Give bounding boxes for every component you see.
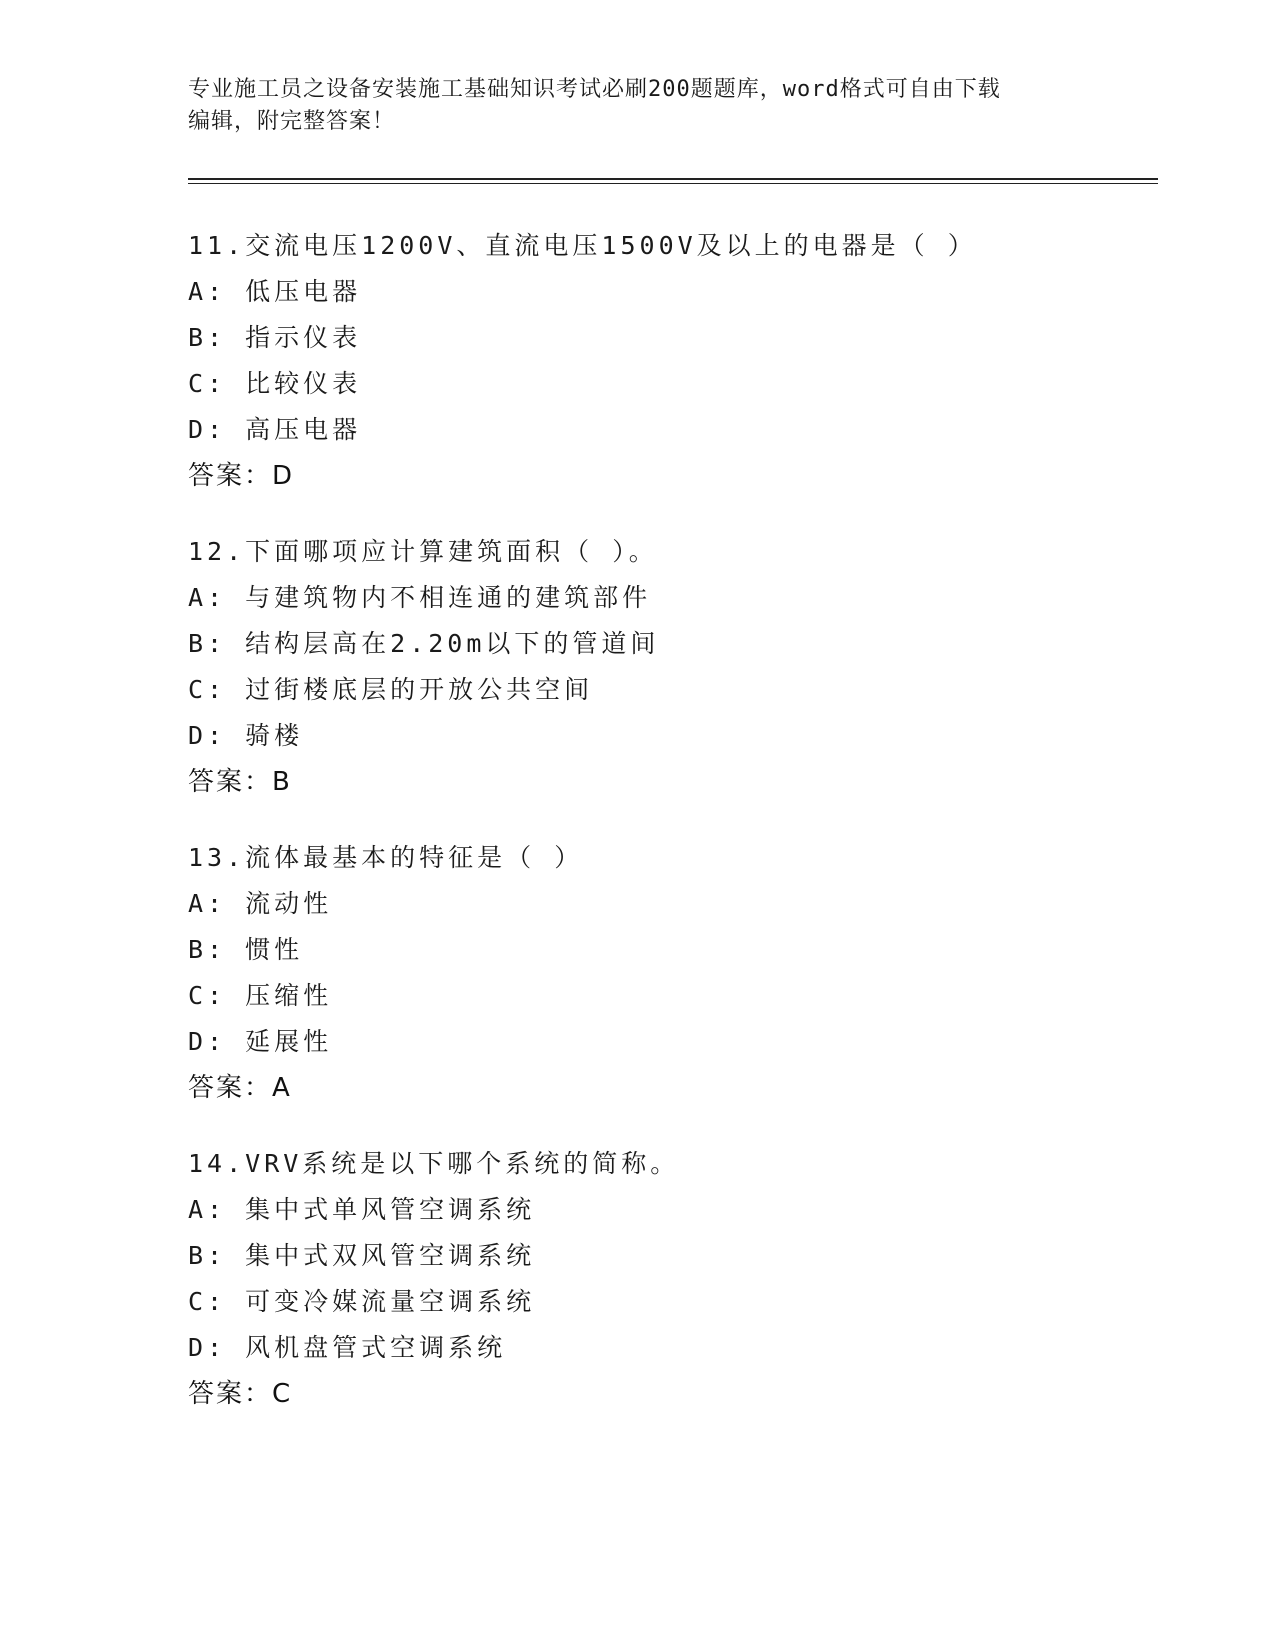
question-stem: 13.流体最基本的特征是（ ） <box>188 843 584 872</box>
option-b: B: 惯性 <box>188 935 304 964</box>
question-14 <box>188 1141 1158 1417</box>
option-c: C: 比较仪表 <box>188 369 362 398</box>
question-stem: 12.下面哪项应计算建筑面积（ ）。 <box>188 537 658 566</box>
option-a: A: 与建筑物内不相连通的建筑部件 <box>188 583 652 612</box>
header-line-2: 编辑，附完整答案！ <box>188 109 396 134</box>
option-c: C: 过街楼底层的开放公共空间 <box>188 675 594 704</box>
option-a: A: 流动性 <box>188 889 333 918</box>
question-stem: 11.交流电压1200V、直流电压1500V及以上的电器是（ ） <box>188 231 977 260</box>
answer-value: C <box>272 1379 293 1409</box>
option-c: C: 可变冷媒流量空调系统 <box>188 1287 536 1316</box>
answer-value: B <box>272 767 292 797</box>
answer-value: A <box>272 1073 292 1103</box>
answer-label: 答案： <box>188 1379 273 1409</box>
question-12 <box>188 529 1158 805</box>
option-b: B: 结构层高在2.20m以下的管道间 <box>188 629 660 658</box>
document-page <box>188 0 1158 1650</box>
option-b: B: 指示仪表 <box>188 323 362 352</box>
option-d: D: 高压电器 <box>188 415 362 444</box>
option-a: A: 低压电器 <box>188 277 362 306</box>
header-line-1: 专业施工员之设备安装施工基础知识考试必刷200题题库，word格式可自由下载 <box>188 77 1001 102</box>
option-c: C: 压缩性 <box>188 981 333 1010</box>
header-divider-thin <box>188 183 1158 184</box>
answer-line <box>188 1371 1158 1417</box>
header-divider <box>188 178 1158 180</box>
option-d: D: 延展性 <box>188 1027 333 1056</box>
question-11 <box>188 223 1158 499</box>
answer-line <box>188 453 1158 499</box>
answer-line <box>188 759 1158 805</box>
answer-label: 答案： <box>188 767 273 797</box>
option-d: D: 骑楼 <box>188 721 304 750</box>
answer-line <box>188 1065 1158 1111</box>
option-b: B: 集中式双风管空调系统 <box>188 1241 536 1270</box>
question-13 <box>188 835 1158 1111</box>
answer-label: 答案： <box>188 1073 273 1103</box>
option-d: D: 风机盘管式空调系统 <box>188 1333 507 1362</box>
document-header <box>188 74 1088 138</box>
question-stem: 14.VRV系统是以下哪个系统的简称。 <box>188 1149 680 1178</box>
answer-label: 答案： <box>188 461 273 491</box>
option-a: A: 集中式单风管空调系统 <box>188 1195 536 1224</box>
answer-value: D <box>272 461 295 491</box>
